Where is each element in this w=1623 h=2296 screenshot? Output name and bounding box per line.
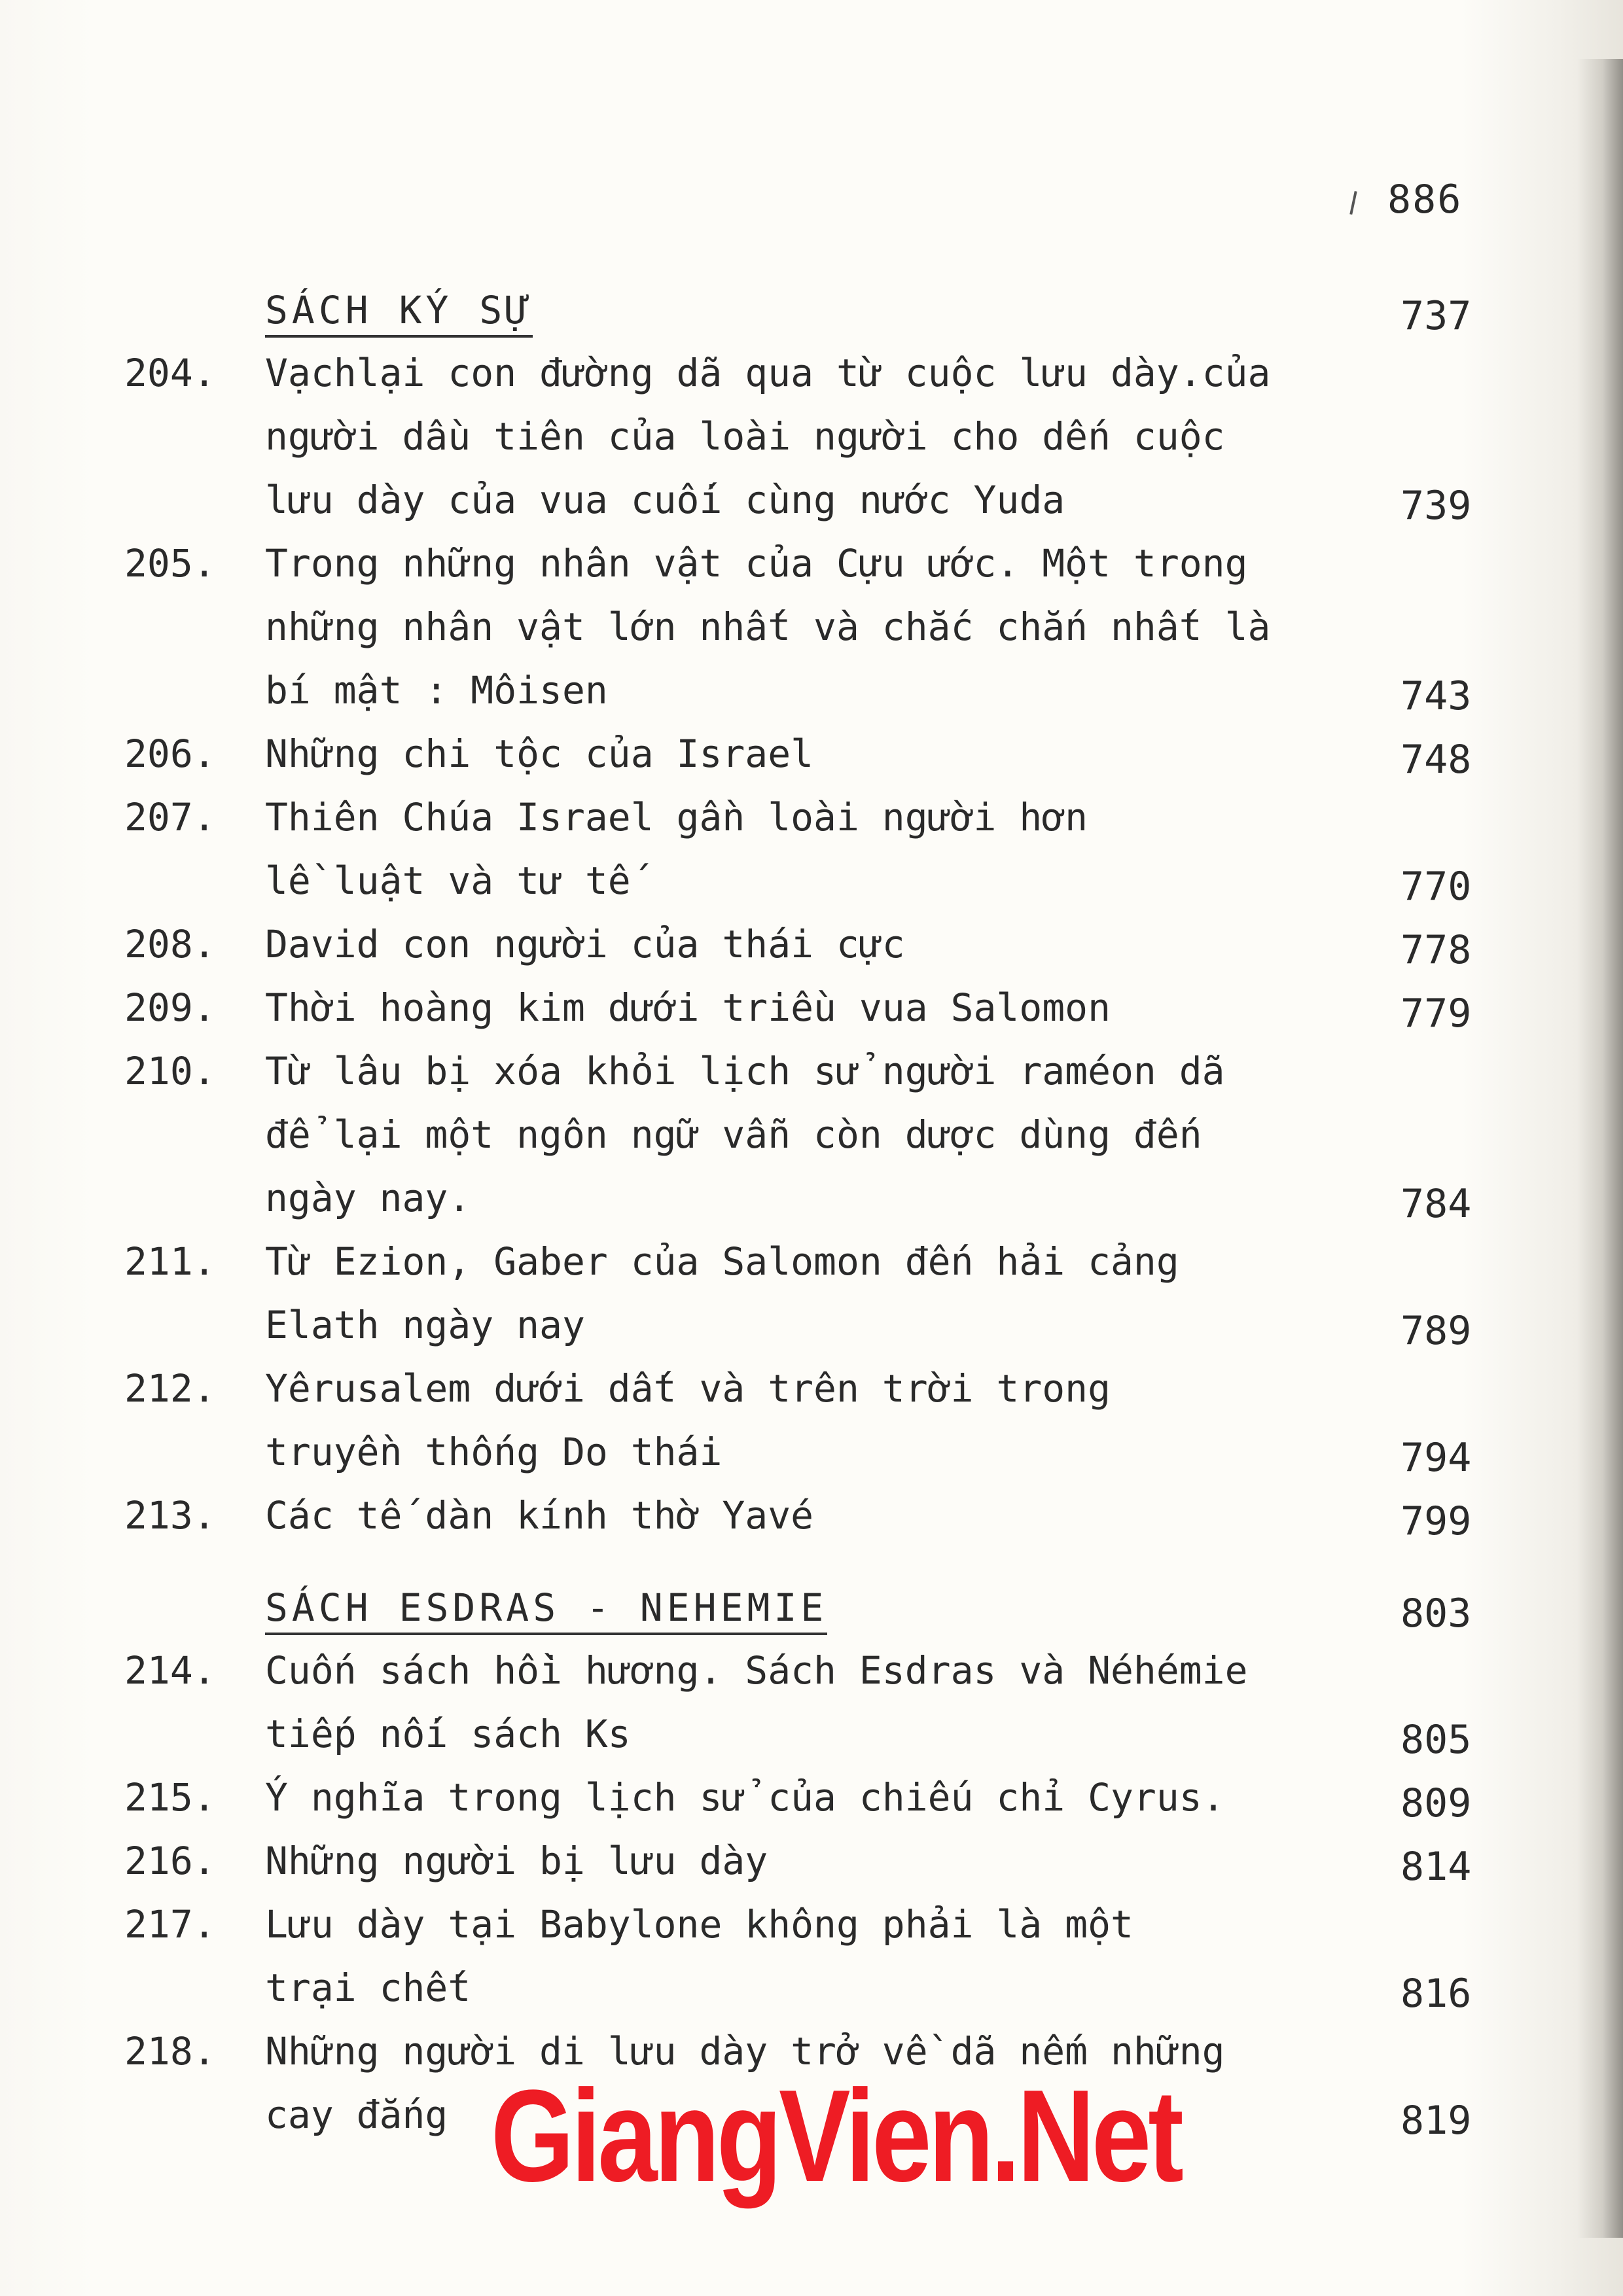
toc-entry — [0, 1366, 1623, 1493]
entry-line — [0, 1493, 1623, 1557]
entry-text: lề luật và tư tế — [265, 858, 631, 903]
entry-line — [0, 922, 1623, 985]
entry-number: 212. — [124, 1366, 216, 1411]
toc-entry — [0, 1648, 1623, 1775]
entry-number: 214. — [124, 1648, 216, 1693]
section-page-number: 803 — [1400, 1591, 1472, 1636]
toc-entry — [0, 1775, 1623, 1839]
entry-page-number: 770 — [1400, 864, 1472, 910]
entry-text: David con người của thái cực — [265, 922, 905, 966]
entry-text: Elath ngày nay — [265, 1303, 585, 1347]
entry-text: Những người di lưu dày trở về dã nếm những — [265, 2029, 1225, 2074]
entry-line — [0, 541, 1623, 605]
entry-line — [0, 1712, 1623, 1775]
entry-line — [0, 1049, 1623, 1112]
entry-text: những nhân vật lớn nhất và chắc chắn nhất là — [265, 605, 1271, 649]
entry-line — [0, 351, 1623, 414]
entry-text: Từ Ezion, Gaber của Salomon đến hải cảng — [265, 1239, 1179, 1284]
toc-entry — [0, 1902, 1623, 2029]
entry-page-number: 789 — [1400, 1308, 1472, 1354]
entry-text: Trong những nhân vật của Cựu ước. Một trong — [265, 541, 1248, 586]
entry-text: tiếp nối sách Ks — [265, 1712, 631, 1756]
entry-text: bí mật : Môisen — [265, 668, 608, 713]
entry-line — [0, 605, 1623, 668]
entry-page-number: 778 — [1400, 927, 1472, 973]
entry-number: 215. — [124, 1775, 216, 1820]
entry-page-number: 794 — [1400, 1435, 1472, 1481]
entry-page-number: 799 — [1400, 1498, 1472, 1544]
toc-entry — [0, 1839, 1623, 1902]
entry-line — [0, 732, 1623, 795]
entry-line — [0, 1430, 1623, 1493]
watermark-logo: GiangVien.Net — [491, 2063, 1181, 2209]
entry-text: ngày nay. — [265, 1176, 471, 1220]
entry-page-number: 784 — [1400, 1181, 1472, 1227]
entry-text: trại chết — [265, 1966, 471, 2010]
toc-entry — [0, 351, 1623, 541]
entry-text: Các tế dàn kính thờ Yavé — [265, 1493, 814, 1538]
entry-line — [0, 1366, 1623, 1430]
toc-entry — [0, 922, 1623, 985]
entry-number: 218. — [124, 2029, 216, 2074]
entry-line — [0, 1303, 1623, 1366]
section-title: SÁCH ESDRAS - NEHEMIE — [265, 1585, 827, 1635]
entry-text: cay đắng — [265, 2093, 448, 2137]
entry-text: Từ lâu bị xóa khỏi lịch sử người raméon dã — [265, 1049, 1225, 1093]
entry-text: Lưu dày tại Babylone không phải là một — [265, 1902, 1133, 1947]
table-of-contents — [0, 288, 1623, 2156]
entry-line — [0, 1112, 1623, 1176]
entry-page-number: 816 — [1400, 1971, 1472, 2017]
toc-entry — [0, 1049, 1623, 1239]
entry-text: Thời hoàng kim dưới triều vua Salomon — [265, 985, 1111, 1030]
toc-entry — [0, 541, 1623, 732]
entry-text: Yêrusalem dưới dất và trên trời trong — [265, 1366, 1111, 1411]
entry-number: 211. — [124, 1239, 216, 1284]
page-number: 886 — [1387, 177, 1463, 222]
entry-line — [0, 795, 1623, 858]
entry-number: 216. — [124, 1839, 216, 1883]
entry-text: lưu dày của vua cuối cùng nước Yuda — [265, 478, 1065, 522]
entry-text: để lại một ngôn ngữ vẫn còn dược dùng đến — [265, 1112, 1202, 1157]
entry-page-number: 743 — [1400, 673, 1472, 719]
pen-mark — [1349, 191, 1357, 215]
toc-entry — [0, 795, 1623, 922]
entry-number: 210. — [124, 1049, 216, 1093]
entry-line — [0, 985, 1623, 1049]
entry-line — [0, 478, 1623, 541]
entry-page-number: 805 — [1400, 1717, 1472, 1763]
toc-entry — [0, 985, 1623, 1049]
entry-text: Thiên Chúa Israel gần loài người hơn — [265, 795, 1088, 839]
entry-number: 207. — [124, 795, 216, 839]
entry-text: Cuốn sách hồi hương. Sách Esdras và Néhémie — [265, 1648, 1248, 1693]
entry-line — [0, 1902, 1623, 1966]
entry-number: 213. — [124, 1493, 216, 1538]
section-page-number: 737 — [1400, 293, 1472, 339]
entry-line — [0, 1966, 1623, 2029]
entry-line — [0, 858, 1623, 922]
entry-text: Ý nghĩa trong lịch sử của chiếu chỉ Cyrus. — [265, 1775, 1225, 1820]
toc-entry — [0, 1493, 1623, 1557]
entry-number: 209. — [124, 985, 216, 1030]
entry-page-number: 819 — [1400, 2098, 1472, 2144]
section-heading-row — [0, 288, 1623, 351]
toc-entry — [0, 1239, 1623, 1366]
entry-page-number: 809 — [1400, 1780, 1472, 1826]
entry-number: 205. — [124, 541, 216, 586]
entry-page-number: 814 — [1400, 1844, 1472, 1890]
entry-line — [0, 1839, 1623, 1902]
section-gap — [0, 1557, 1623, 1585]
entry-line — [0, 1648, 1623, 1712]
entry-text: Vạchlại con đường dã qua từ cuộc lưu dày.của — [265, 351, 1271, 395]
toc-entry — [0, 732, 1623, 795]
entry-line — [0, 668, 1623, 732]
entry-page-number: 739 — [1400, 483, 1472, 529]
entry-number: 204. — [124, 351, 216, 395]
entry-number: 217. — [124, 1902, 216, 1947]
entry-number: 208. — [124, 922, 216, 966]
entry-line — [0, 1775, 1623, 1839]
entry-text: Những người bị lưu dày — [265, 1839, 768, 1883]
entry-number: 206. — [124, 732, 216, 776]
entry-page-number: 748 — [1400, 737, 1472, 783]
entry-text: truyền thống Do thái — [265, 1430, 722, 1474]
entry-line — [0, 1176, 1623, 1239]
entry-text: người dầu tiên của loài người cho dến cuộc — [265, 414, 1225, 459]
section-heading-row — [0, 1585, 1623, 1648]
entry-line — [0, 1239, 1623, 1303]
entry-page-number: 779 — [1400, 991, 1472, 1036]
entry-text: Những chi tộc của Israel — [265, 732, 814, 776]
entry-line — [0, 414, 1623, 478]
section-title: SÁCH KÝ SỰ — [265, 288, 533, 338]
